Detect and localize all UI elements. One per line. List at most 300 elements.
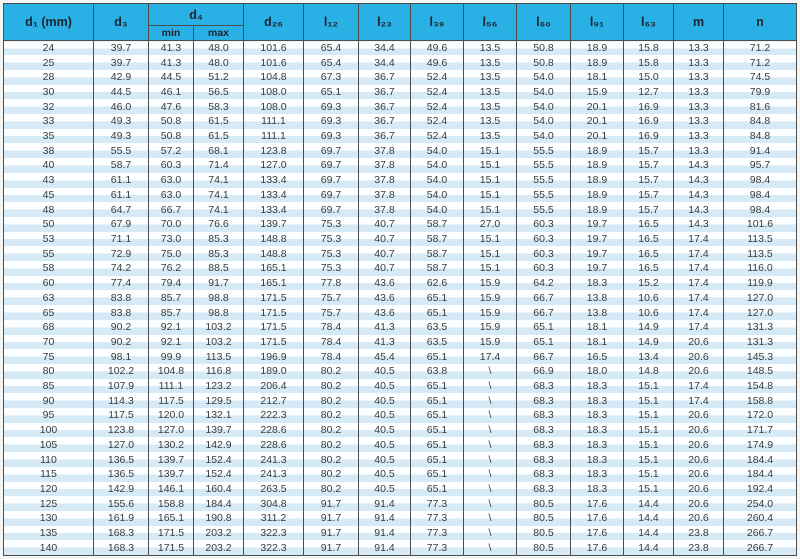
table-cell: 136.5 xyxy=(94,452,149,467)
table-cell: 40.7 xyxy=(359,232,411,247)
table-cell: 15.1 xyxy=(464,158,517,173)
table-cell: 75 xyxy=(4,349,94,364)
table-cell: 14.3 xyxy=(674,173,724,188)
table-cell: 68.3 xyxy=(517,467,571,482)
table-cell: 266.7 xyxy=(724,526,797,541)
table-cell: 20.6 xyxy=(674,335,724,350)
table-cell: 254.0 xyxy=(724,496,797,511)
table-cell: 161.9 xyxy=(94,511,149,526)
table-row xyxy=(4,158,797,173)
table-cell: 40.5 xyxy=(359,364,411,379)
table-cell: 19.7 xyxy=(571,232,624,247)
table-cell: 15.8 xyxy=(624,55,674,70)
table-cell: 136.5 xyxy=(94,467,149,482)
table-row xyxy=(4,320,797,335)
table-cell: 206.4 xyxy=(244,379,304,394)
table-cell: 15.1 xyxy=(464,232,517,247)
table-cell: 42.9 xyxy=(94,70,149,85)
table-cell: 55.5 xyxy=(517,158,571,173)
table-cell: 45.4 xyxy=(359,349,411,364)
table-cell: 107.9 xyxy=(94,379,149,394)
table-cell: 20.6 xyxy=(674,408,724,423)
table-cell: 18.1 xyxy=(571,70,624,85)
table-cell: 65.1 xyxy=(411,437,464,452)
table-cell: 103.2 xyxy=(194,320,244,335)
table-cell: 15.1 xyxy=(464,143,517,158)
table-cell: 80 xyxy=(4,364,94,379)
col-header-l63: l₆₃ xyxy=(624,4,674,41)
table-cell: 65.1 xyxy=(411,349,464,364)
table-cell: 36.7 xyxy=(359,70,411,85)
table-cell: 14.4 xyxy=(624,540,674,555)
table-cell: 165.1 xyxy=(149,511,194,526)
table-cell: 111.1 xyxy=(244,129,304,144)
table-row xyxy=(4,261,797,276)
table-cell: 171.5 xyxy=(244,290,304,305)
table-cell: 113.5 xyxy=(724,246,797,261)
table-cell: 60.3 xyxy=(517,246,571,261)
table-cell: 17.4 xyxy=(674,261,724,276)
table-row xyxy=(4,452,797,467)
table-row xyxy=(4,496,797,511)
table-cell: 14.3 xyxy=(674,158,724,173)
table-cell: 171.5 xyxy=(244,305,304,320)
table-cell: 203.2 xyxy=(194,526,244,541)
table-cell: 18.3 xyxy=(571,467,624,482)
table-cell: 46.0 xyxy=(94,99,149,114)
table-cell: 154.8 xyxy=(724,379,797,394)
table-cell: 91.7 xyxy=(194,276,244,291)
table-cell: 17.4 xyxy=(674,246,724,261)
table-cell: 68.3 xyxy=(517,437,571,452)
table-cell: 18.3 xyxy=(571,408,624,423)
table-cell: 184.4 xyxy=(724,467,797,482)
table-cell: 98.8 xyxy=(194,290,244,305)
table-cell: \ xyxy=(464,511,517,526)
table-cell: 48 xyxy=(4,202,94,217)
table-cell: 13.5 xyxy=(464,41,517,56)
table-cell: 25 xyxy=(4,55,94,70)
col-header-d26: d₂₆ xyxy=(244,4,304,41)
table-cell: 58.7 xyxy=(411,246,464,261)
table-cell: 91.4 xyxy=(359,526,411,541)
table-row xyxy=(4,393,797,408)
table-cell: 41.3 xyxy=(149,55,194,70)
table-cell: 71.4 xyxy=(194,158,244,173)
table-cell: 68.3 xyxy=(517,423,571,438)
table-cell: 74.1 xyxy=(194,202,244,217)
col-header-d3: d₃ xyxy=(94,4,149,41)
table-cell: 228.6 xyxy=(244,423,304,438)
table-cell: 17.6 xyxy=(571,496,624,511)
table-cell: 171.5 xyxy=(149,540,194,555)
table-row xyxy=(4,349,797,364)
table-cell: 80.5 xyxy=(517,526,571,541)
table-cell: 40.5 xyxy=(359,437,411,452)
col-header-d4-min: min xyxy=(149,26,194,41)
table-cell: 92.1 xyxy=(149,320,194,335)
table-cell: 50.8 xyxy=(149,129,194,144)
table-cell: 30 xyxy=(4,85,94,100)
table-cell: 14.9 xyxy=(624,320,674,335)
table-cell: 50 xyxy=(4,217,94,232)
table-cell: 148.8 xyxy=(244,232,304,247)
table-cell: 55.5 xyxy=(517,202,571,217)
table-cell: 15.7 xyxy=(624,143,674,158)
table-cell: 77.3 xyxy=(411,540,464,555)
table-cell: 43.6 xyxy=(359,290,411,305)
table-cell: 32 xyxy=(4,99,94,114)
table-cell: 85 xyxy=(4,379,94,394)
table-cell: 15.1 xyxy=(624,379,674,394)
table-cell: 15.7 xyxy=(624,158,674,173)
table-cell: 146.1 xyxy=(149,482,194,497)
table-cell: 49.6 xyxy=(411,55,464,70)
table-cell: 133.4 xyxy=(244,173,304,188)
table-cell: 61.1 xyxy=(94,173,149,188)
table-cell: 60.3 xyxy=(517,217,571,232)
table-cell: 168.3 xyxy=(94,540,149,555)
table-cell: 266.7 xyxy=(724,540,797,555)
table-cell: 15.1 xyxy=(464,246,517,261)
table-cell: 55.5 xyxy=(517,188,571,203)
table-cell: 65.1 xyxy=(411,379,464,394)
table-cell: 13.3 xyxy=(674,55,724,70)
table-cell: 171.5 xyxy=(244,335,304,350)
table-cell: 44.5 xyxy=(149,70,194,85)
table-cell: 53 xyxy=(4,232,94,247)
table-cell: 15.9 xyxy=(464,335,517,350)
table-cell: 108.0 xyxy=(244,99,304,114)
table-cell: 44.5 xyxy=(94,85,149,100)
table-cell: 23.8 xyxy=(674,526,724,541)
table-cell: 92.1 xyxy=(149,335,194,350)
table-cell: 54.0 xyxy=(517,70,571,85)
table-cell: 84.8 xyxy=(724,129,797,144)
table-cell: 19.7 xyxy=(571,217,624,232)
table-cell: 131.3 xyxy=(724,335,797,350)
table-cell: 228.6 xyxy=(244,437,304,452)
table-cell: 15.1 xyxy=(464,173,517,188)
table-cell: \ xyxy=(464,452,517,467)
table-cell: \ xyxy=(464,423,517,438)
table-cell: 40.7 xyxy=(359,217,411,232)
table-row xyxy=(4,379,797,394)
table-row xyxy=(4,188,797,203)
table-cell: 17.4 xyxy=(674,393,724,408)
table-cell: 68.3 xyxy=(517,393,571,408)
table-cell: 40.5 xyxy=(359,408,411,423)
table-cell: 55.5 xyxy=(517,173,571,188)
table-cell: 78.4 xyxy=(304,349,359,364)
table-cell: 50.8 xyxy=(517,55,571,70)
table-cell: 66.7 xyxy=(149,202,194,217)
table-cell: 65.1 xyxy=(411,290,464,305)
table-cell: 72.9 xyxy=(94,246,149,261)
table-row xyxy=(4,408,797,423)
table-cell: 120 xyxy=(4,482,94,497)
table-cell: 18.9 xyxy=(571,188,624,203)
table-cell: 16.5 xyxy=(624,246,674,261)
table-cell: 79.9 xyxy=(724,85,797,100)
table-cell: 241.3 xyxy=(244,452,304,467)
table-cell: 46.1 xyxy=(149,85,194,100)
table-cell: 80.2 xyxy=(304,467,359,482)
table-cell: 15.9 xyxy=(464,290,517,305)
table-cell: 158.8 xyxy=(724,393,797,408)
table-cell: 80.2 xyxy=(304,437,359,452)
table-cell: 40.7 xyxy=(359,261,411,276)
table-cell: 260.4 xyxy=(724,511,797,526)
table-cell: 13.5 xyxy=(464,70,517,85)
table-cell: 64.7 xyxy=(94,202,149,217)
table-cell: 43 xyxy=(4,173,94,188)
table-cell: 52.4 xyxy=(411,85,464,100)
table-cell: 91.7 xyxy=(304,526,359,541)
table-cell: 54.0 xyxy=(517,114,571,129)
table-cell: 71.1 xyxy=(94,232,149,247)
table-cell: 78.4 xyxy=(304,320,359,335)
table-cell: 20.1 xyxy=(571,99,624,114)
table-cell: 58.7 xyxy=(411,217,464,232)
table-cell: 33 xyxy=(4,114,94,129)
table-cell: 18.9 xyxy=(571,55,624,70)
table-cell: 18.3 xyxy=(571,393,624,408)
table-cell: 54.0 xyxy=(411,143,464,158)
table-cell: 18.1 xyxy=(571,335,624,350)
table-cell: 20.6 xyxy=(674,437,724,452)
table-cell: 71.2 xyxy=(724,41,797,56)
table-cell: 18.3 xyxy=(571,482,624,497)
table-cell: 98.8 xyxy=(194,305,244,320)
table-cell: 65.4 xyxy=(304,55,359,70)
table-cell: 37.8 xyxy=(359,158,411,173)
table-cell: 65.1 xyxy=(411,467,464,482)
table-cell: 66.9 xyxy=(517,364,571,379)
table-cell: 54.0 xyxy=(411,202,464,217)
table-cell: 15.1 xyxy=(624,467,674,482)
table-cell: 165.1 xyxy=(244,276,304,291)
table-cell: 13.3 xyxy=(674,129,724,144)
table-cell: 95 xyxy=(4,408,94,423)
table-cell: 80.2 xyxy=(304,482,359,497)
table-cell: 160.4 xyxy=(194,482,244,497)
table-cell: 18.3 xyxy=(571,437,624,452)
table-cell: 16.9 xyxy=(624,99,674,114)
table-row xyxy=(4,335,797,350)
col-header-l23: l₂₃ xyxy=(359,4,411,41)
table-cell: 50.8 xyxy=(517,41,571,56)
table-cell: 15.0 xyxy=(624,70,674,85)
table-cell: 263.5 xyxy=(244,482,304,497)
table-cell: 101.6 xyxy=(244,55,304,70)
col-header-l39: l₃₉ xyxy=(411,4,464,41)
table-cell: 67.3 xyxy=(304,70,359,85)
table-cell: 184.4 xyxy=(194,496,244,511)
table-row xyxy=(4,217,797,232)
table-cell: 58 xyxy=(4,261,94,276)
table-cell: 75.3 xyxy=(304,232,359,247)
table-cell: 20.6 xyxy=(674,496,724,511)
table-cell: 129.5 xyxy=(194,393,244,408)
table-cell: \ xyxy=(464,437,517,452)
table-cell: 52.4 xyxy=(411,99,464,114)
table-cell: 18.9 xyxy=(571,202,624,217)
table-cell: 127.0 xyxy=(149,423,194,438)
table-cell: 58.7 xyxy=(411,261,464,276)
table-cell: 158.8 xyxy=(149,496,194,511)
table-cell: 60.3 xyxy=(149,158,194,173)
table-cell: 24 xyxy=(4,41,94,56)
table-cell: 18.3 xyxy=(571,379,624,394)
table-cell: 14.4 xyxy=(624,496,674,511)
table-cell: 222.3 xyxy=(244,408,304,423)
table-cell: 135 xyxy=(4,526,94,541)
table-cell: 139.7 xyxy=(149,467,194,482)
table-cell: 41.3 xyxy=(149,41,194,56)
table-cell: 15.1 xyxy=(624,452,674,467)
table-row xyxy=(4,202,797,217)
table-cell: 74.1 xyxy=(194,173,244,188)
table-cell: 80.2 xyxy=(304,452,359,467)
col-header-d1: d₁ (mm) xyxy=(4,4,94,41)
table-cell: 192.4 xyxy=(724,482,797,497)
table-cell: 123.8 xyxy=(244,143,304,158)
table-cell: 15.1 xyxy=(464,188,517,203)
table-cell: 61.1 xyxy=(94,188,149,203)
table-cell: 80.2 xyxy=(304,423,359,438)
table-cell: 69.3 xyxy=(304,99,359,114)
table-cell: 63.0 xyxy=(149,173,194,188)
table-cell: 20.6 xyxy=(674,364,724,379)
table-cell: 14.3 xyxy=(674,202,724,217)
table-cell: 66.7 xyxy=(517,290,571,305)
table-cell: 15.7 xyxy=(624,188,674,203)
table-cell: 52.4 xyxy=(411,70,464,85)
table-row xyxy=(4,55,797,70)
table-cell: 77.3 xyxy=(411,511,464,526)
table-row xyxy=(4,129,797,144)
table-cell: 80.5 xyxy=(517,511,571,526)
table-cell: 102.2 xyxy=(94,364,149,379)
table-cell: 18.9 xyxy=(571,143,624,158)
table-cell: 152.4 xyxy=(194,452,244,467)
table-cell: 20.6 xyxy=(674,511,724,526)
table-cell: 142.9 xyxy=(94,482,149,497)
table-cell: 14.9 xyxy=(624,335,674,350)
table-cell: 142.9 xyxy=(194,437,244,452)
table-cell: 18.9 xyxy=(571,158,624,173)
table-cell: 50.8 xyxy=(149,114,194,129)
table-cell: 13.3 xyxy=(674,70,724,85)
table-cell: 13.5 xyxy=(464,85,517,100)
table-cell: 15.9 xyxy=(464,305,517,320)
table-cell: 65.4 xyxy=(304,41,359,56)
table-cell: 48.0 xyxy=(194,55,244,70)
table-row xyxy=(4,305,797,320)
table-cell: 74.1 xyxy=(194,188,244,203)
table-cell: 41.3 xyxy=(359,320,411,335)
table-cell: 70 xyxy=(4,335,94,350)
table-cell: 14.4 xyxy=(624,511,674,526)
table-cell: 15.8 xyxy=(624,41,674,56)
table-cell: 40.5 xyxy=(359,467,411,482)
table-cell: 184.4 xyxy=(724,452,797,467)
table-cell: 14.8 xyxy=(624,364,674,379)
table-cell: 40.5 xyxy=(359,452,411,467)
table-cell: 28 xyxy=(4,70,94,85)
table-cell: 322.3 xyxy=(244,526,304,541)
table-cell: 18.9 xyxy=(571,41,624,56)
table-cell: 322.3 xyxy=(244,540,304,555)
table-cell: 140 xyxy=(4,540,94,555)
table-cell: 20.6 xyxy=(674,452,724,467)
table-cell: 16.9 xyxy=(624,129,674,144)
table-cell: 15.1 xyxy=(624,437,674,452)
table-row xyxy=(4,482,797,497)
table-cell: 68.3 xyxy=(517,452,571,467)
table-cell: 84.8 xyxy=(724,114,797,129)
table-cell: 79.4 xyxy=(149,276,194,291)
table-cell: 91.7 xyxy=(304,511,359,526)
table-cell: 17.4 xyxy=(674,379,724,394)
table-cell: 16.5 xyxy=(624,261,674,276)
table-cell: 74.2 xyxy=(94,261,149,276)
table-cell: 117.5 xyxy=(94,408,149,423)
table-cell: 69.7 xyxy=(304,158,359,173)
table-cell: 54.0 xyxy=(411,158,464,173)
table-cell: 65.1 xyxy=(411,408,464,423)
table-cell: 98.4 xyxy=(724,173,797,188)
table-cell: 20.6 xyxy=(674,349,724,364)
table-cell: 80.5 xyxy=(517,540,571,555)
table-cell: 13.8 xyxy=(571,305,624,320)
table-body xyxy=(4,41,797,556)
table-row xyxy=(4,70,797,85)
table-cell: 17.6 xyxy=(571,526,624,541)
table-cell: 98.4 xyxy=(724,188,797,203)
table-cell: 14.4 xyxy=(624,526,674,541)
table-row xyxy=(4,232,797,247)
table-cell: 85.7 xyxy=(149,290,194,305)
col-header-n: n xyxy=(724,4,797,41)
table-cell: 40.5 xyxy=(359,423,411,438)
table-cell: 15.1 xyxy=(624,423,674,438)
table-cell: 23.8 xyxy=(674,540,724,555)
table-cell: 65.1 xyxy=(411,452,464,467)
table-cell: 168.3 xyxy=(94,526,149,541)
table-cell: 20.6 xyxy=(674,423,724,438)
table-cell: 55.5 xyxy=(94,143,149,158)
table-cell: 68.1 xyxy=(194,143,244,158)
table-cell: 35 xyxy=(4,129,94,144)
table-cell: 15.7 xyxy=(624,202,674,217)
table-cell: 18.3 xyxy=(571,452,624,467)
table-cell: 69.7 xyxy=(304,143,359,158)
table-cell: 139.7 xyxy=(149,452,194,467)
table-cell: 15.1 xyxy=(624,482,674,497)
table-cell: 70.0 xyxy=(149,217,194,232)
table-cell: 95.7 xyxy=(724,158,797,173)
table-cell: 101.6 xyxy=(244,41,304,56)
table-cell: 148.5 xyxy=(724,364,797,379)
table-cell: 10.6 xyxy=(624,290,674,305)
table-cell: 60.3 xyxy=(517,232,571,247)
table-cell: 127.0 xyxy=(724,290,797,305)
table-cell: 115 xyxy=(4,467,94,482)
table-cell: 65 xyxy=(4,305,94,320)
table-cell: 37.8 xyxy=(359,188,411,203)
